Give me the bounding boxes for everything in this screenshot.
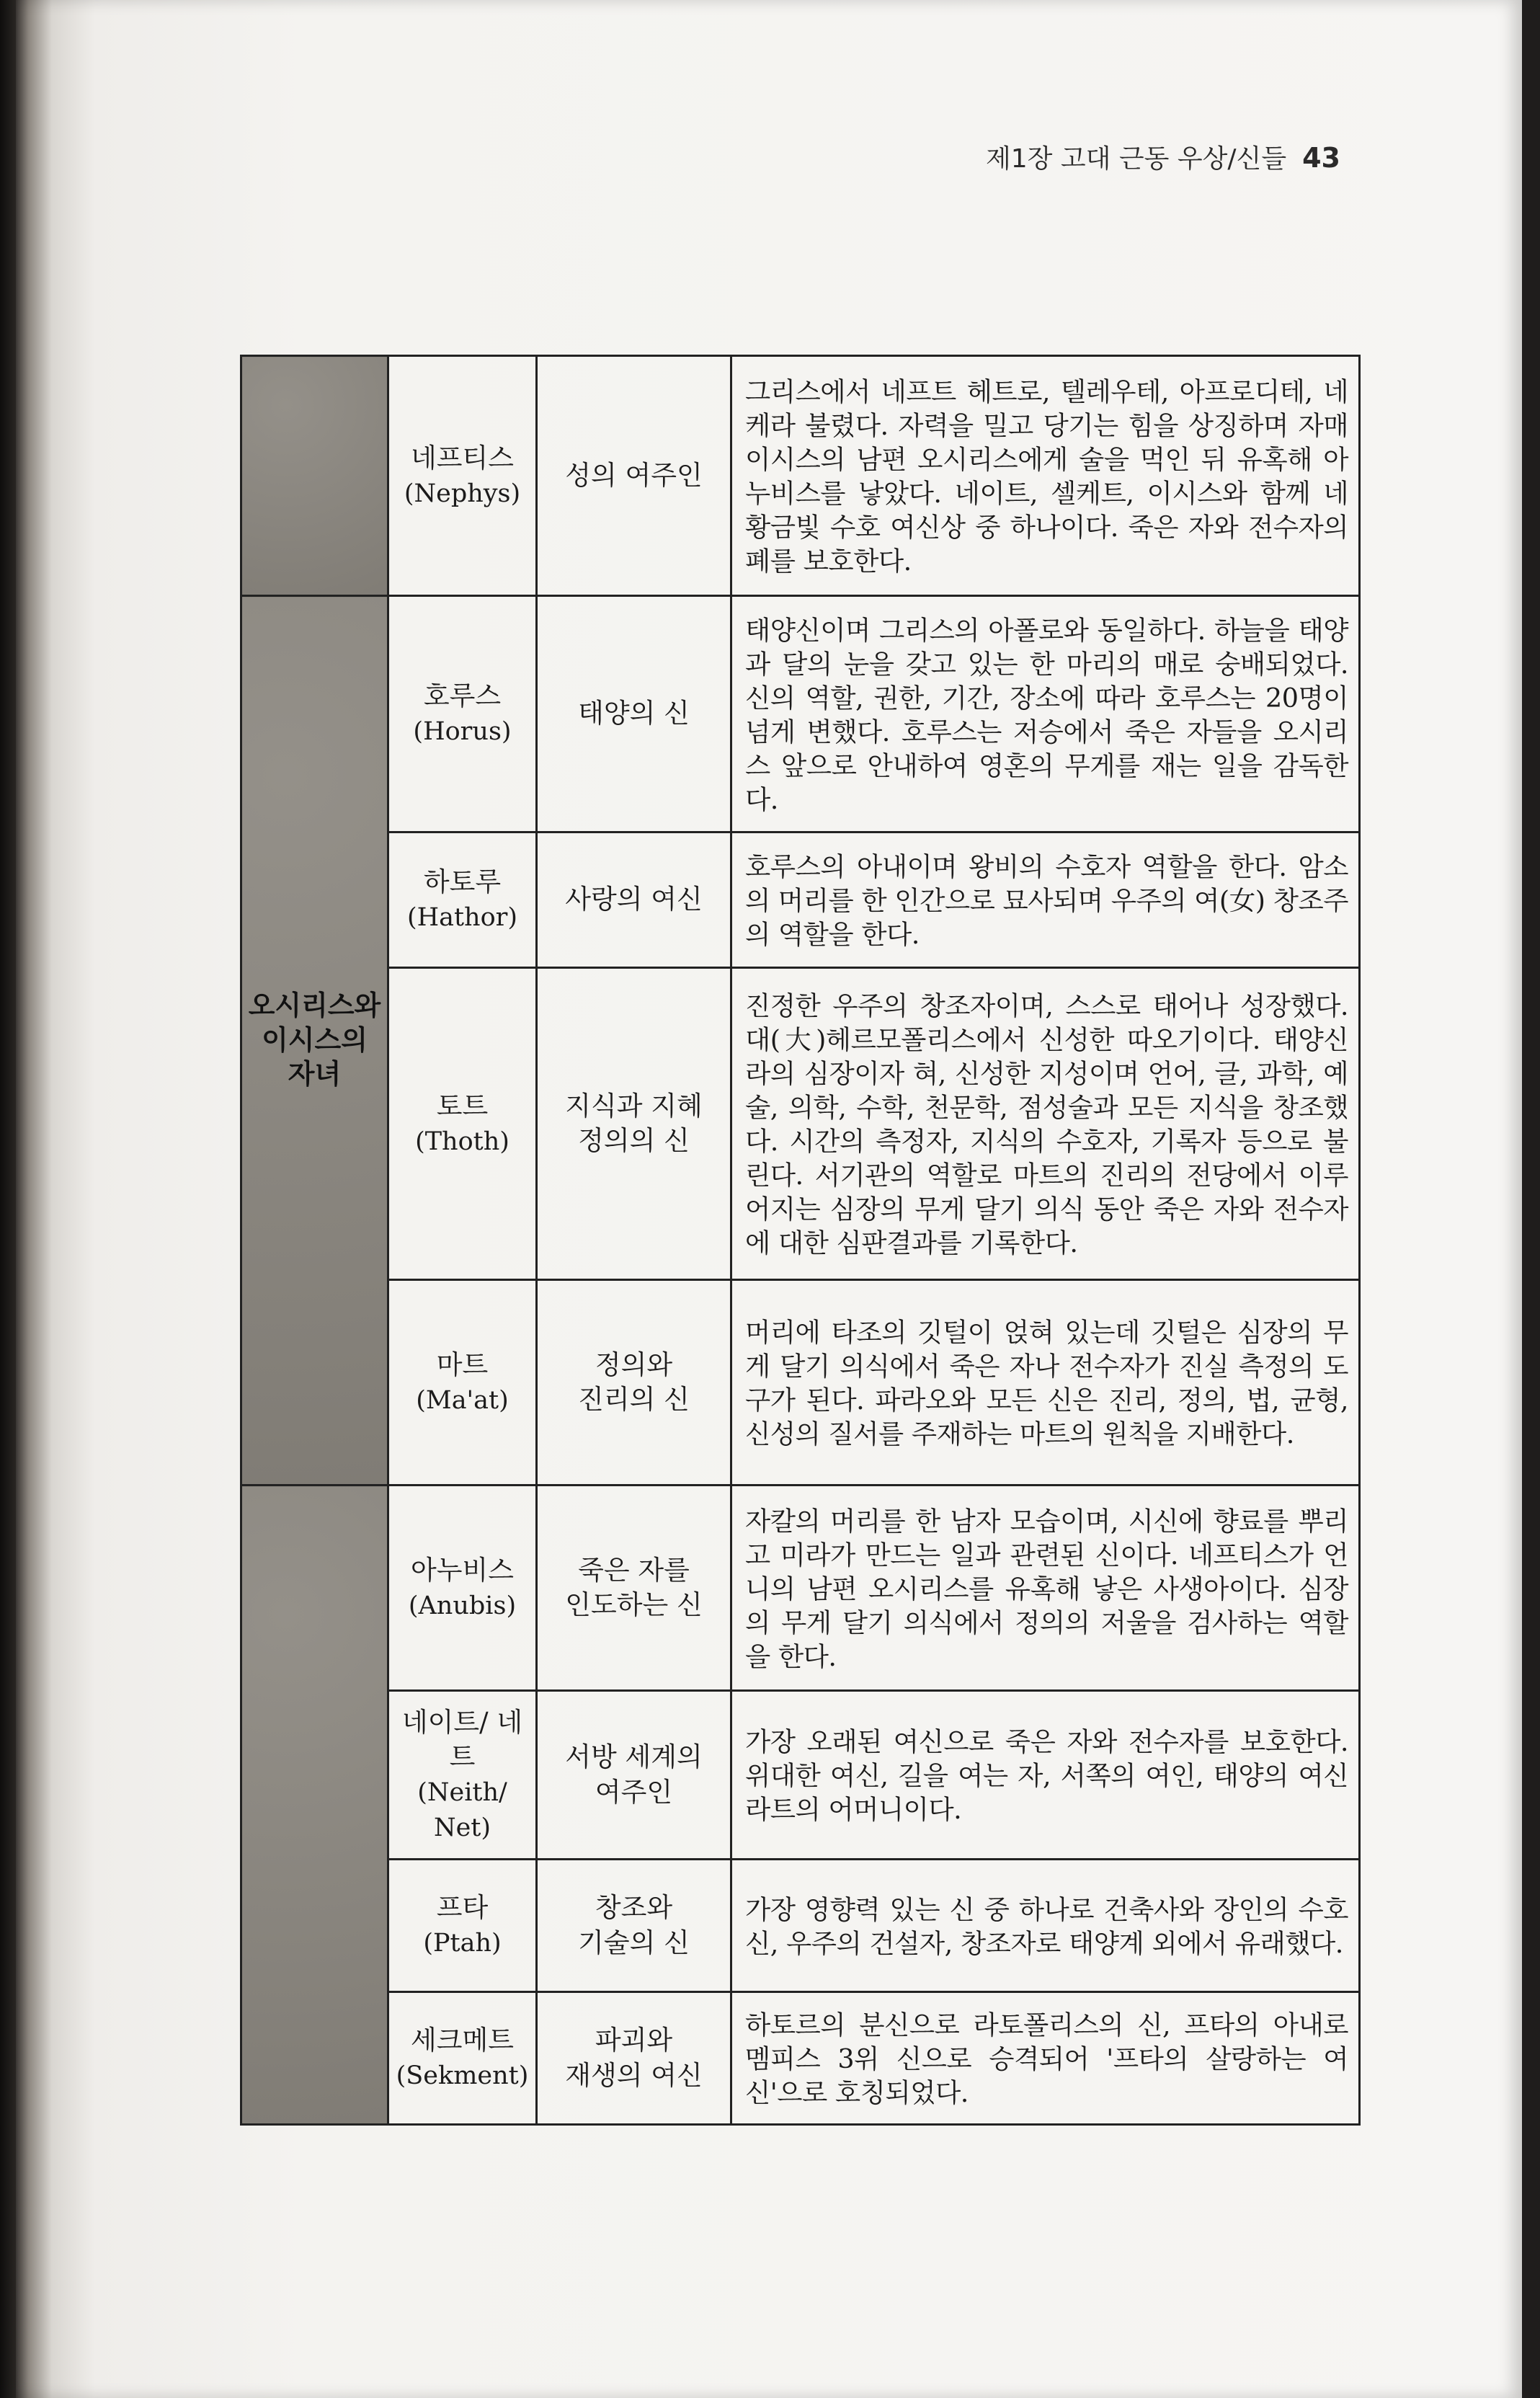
god-description: 태양신이며 그리스의 아폴로와 동일하다. 하늘을 태양과 달의 눈을 갖고 있는 한 마리의 매로 숭배되었다. 신의 역할, 권한, 기간, 장소에 따라 호루스는 20명이 넘게 변했다. 호루스는 저승에서 죽은 자들을 오시리스 앞으로 안내하여 영혼의 무게를 재는 일을 감독한다. xyxy=(731,596,1360,832)
group-cell-top xyxy=(241,356,388,596)
god-name-english: (Ptah) xyxy=(423,1929,502,1958)
god-role-cell xyxy=(537,1860,731,1992)
god-description: 가장 오래된 여신으로 죽은 자와 전수자를 보호한다. 위대한 여신, 길을 여는 자, 서쪽의 여인, 태양의 여신 라트의 어머니이다. xyxy=(731,1691,1360,1860)
god-role-cell xyxy=(537,968,731,1280)
god-name-cell xyxy=(388,1280,537,1486)
god-name-english: (Nephys) xyxy=(404,479,521,508)
table-row xyxy=(241,1860,1360,1992)
god-description: 진정한 우주의 창조자이며, 스스로 태어나 성장했다. 대(大)헤르모폴리스에서 신성한 따오기이다. 태양신 라의 심장이자 혀, 신성한 지성이며 언어, 글, 과학, 예술, 의학, 수학, 천문학, 점성술과 모든 지식을 창조했다. 시간의 측정자, 지식의 수호자, 기록자 등으로 불린다. 서기관의 역할로 마트의 진리의 전당에서 이루어지는 심장의 무게 달기 의식 동안 죽은 자와 전수자에 대한 심판결과를 기록한다. xyxy=(731,968,1360,1280)
god-role: 정의의 신 xyxy=(578,1125,690,1156)
god-role: 정의와 xyxy=(595,1349,673,1380)
god-name: 세크메트 xyxy=(411,2025,514,2056)
god-name-english: (Neith/ Net) xyxy=(417,1778,507,1842)
god-name-english: (Thoth) xyxy=(415,1127,509,1156)
god-name-cell xyxy=(388,1486,537,1691)
god-name: 토트 xyxy=(436,1090,489,1122)
god-role-cell xyxy=(537,1992,731,2125)
god-name-cell xyxy=(388,968,537,1280)
god-role-cell xyxy=(537,1486,731,1691)
god-role: 인도하는 신 xyxy=(565,1589,703,1620)
god-name: 마트 xyxy=(436,1349,489,1380)
god-name-cell xyxy=(388,832,537,968)
page-number: 43 xyxy=(1302,142,1340,174)
god-role-cell xyxy=(537,1691,731,1860)
god-role: 서방 세계의 xyxy=(565,1741,703,1773)
god-name: 호루스 xyxy=(423,680,502,712)
god-role: 사랑의 여신 xyxy=(565,884,703,915)
god-name-cell xyxy=(388,356,537,596)
group-cell-children xyxy=(241,596,388,1486)
god-name-english: (Sekment) xyxy=(396,2061,529,2091)
god-description: 자칼의 머리를 한 남자 모습이며, 시신에 향료를 뿌리고 미라가 만드는 일과 관련된 신이다. 네프티스가 언니의 남편 오시리스를 유혹해 낳은 사생아이다. 심장의 무게 달기 의식에서 정의의 저울을 검사하는 역할을 한다. xyxy=(731,1486,1360,1691)
table-row xyxy=(241,1992,1360,2125)
running-head xyxy=(937,138,1340,175)
table-row xyxy=(241,832,1360,968)
god-description: 하토르의 분신으로 라토폴리스의 신, 프타의 아내로 멤피스 3위 신으로 승격되어 '프타의 살랑하는 여신'으로 호칭되었다. xyxy=(731,1992,1360,2125)
god-name-english: (Horus) xyxy=(413,717,512,747)
table-row xyxy=(241,1280,1360,1486)
table-row xyxy=(241,356,1360,596)
group-label-line: 자녀 xyxy=(288,1058,342,1091)
god-role-cell xyxy=(537,1280,731,1486)
god-name-english: (Anubis) xyxy=(408,1591,517,1620)
god-role: 태양의 신 xyxy=(578,698,690,729)
god-name-cell xyxy=(388,1691,537,1860)
god-description: 그리스에서 네프트 헤트로, 텔레우테, 아프로디테, 네케라 불렸다. 자력을 밀고 당기는 힘을 상징하며 자매 이시스의 남편 오시리스에게 술을 먹인 뒤 유혹해 아누비스를 낳았다. 네이트, 셀케트, 이시스와 함께 네 황금빛 수호 여신상 중 하나이다. 죽은 자와 전수자의 폐를 보호한다. xyxy=(731,356,1360,596)
book-spine-shadow xyxy=(0,0,17,2398)
god-role: 성의 여주인 xyxy=(565,459,703,491)
god-name-english: (Hathor) xyxy=(406,903,518,933)
table-row xyxy=(241,1691,1360,1860)
group-label-line: 오시리스와 xyxy=(248,990,381,1022)
group-label-line: 이시스의 xyxy=(262,1023,368,1056)
god-name: 프타 xyxy=(436,1892,489,1924)
god-description: 호루스의 아내이며 왕비의 수호자 역할을 한다. 암소의 머리를 한 인간으로 묘사되며 우주의 여(女) 창조주의 역할을 한다. xyxy=(731,832,1360,968)
god-name-cell xyxy=(388,1992,537,2125)
chapter-title: 제1장 고대 근동 우상/신들 xyxy=(985,144,1287,174)
god-name: 하토루 xyxy=(423,866,502,898)
god-name: 네프티스 xyxy=(411,442,514,474)
god-name: 아누비스 xyxy=(411,1554,514,1586)
group-cell-bottom xyxy=(241,1486,388,2125)
table-row xyxy=(241,1486,1360,1691)
god-role: 창조와 xyxy=(595,1892,673,1924)
god-role-cell xyxy=(537,832,731,968)
god-role: 지식과 지혜 xyxy=(565,1090,703,1122)
table-row xyxy=(241,968,1360,1280)
god-role: 죽은 자를 xyxy=(578,1554,690,1586)
god-role: 여주인 xyxy=(595,1776,673,1808)
god-role: 재생의 여신 xyxy=(565,2059,703,2091)
egyptian-gods-table xyxy=(240,355,1361,2126)
god-role-cell xyxy=(537,596,731,832)
god-role: 기술의 신 xyxy=(578,1927,690,1958)
god-name-cell xyxy=(388,1860,537,1992)
god-role-cell xyxy=(537,356,731,596)
god-role: 진리의 신 xyxy=(578,1384,690,1415)
god-description: 머리에 타조의 깃털이 얹혀 있는데 깃털은 심장의 무게 달기 의식에서 죽은 자나 전수자가 진실 측정의 도구가 된다. 파라오와 모든 신은 진리, 정의, 법, 균형, 신성의 질서를 주재하는 마트의 원칙을 지배한다. xyxy=(731,1280,1360,1486)
god-name: 네이트/ 네트 xyxy=(401,1706,523,1772)
god-name-cell xyxy=(388,596,537,832)
god-name-english: (Ma'at) xyxy=(416,1385,509,1415)
god-description: 가장 영향력 있는 신 중 하나로 건축사와 장인의 수호신, 우주의 건설자, 창조자로 태양계 외에서 유래했다. xyxy=(731,1860,1360,1992)
god-role: 파괴와 xyxy=(595,2025,673,2056)
table-row xyxy=(241,596,1360,832)
